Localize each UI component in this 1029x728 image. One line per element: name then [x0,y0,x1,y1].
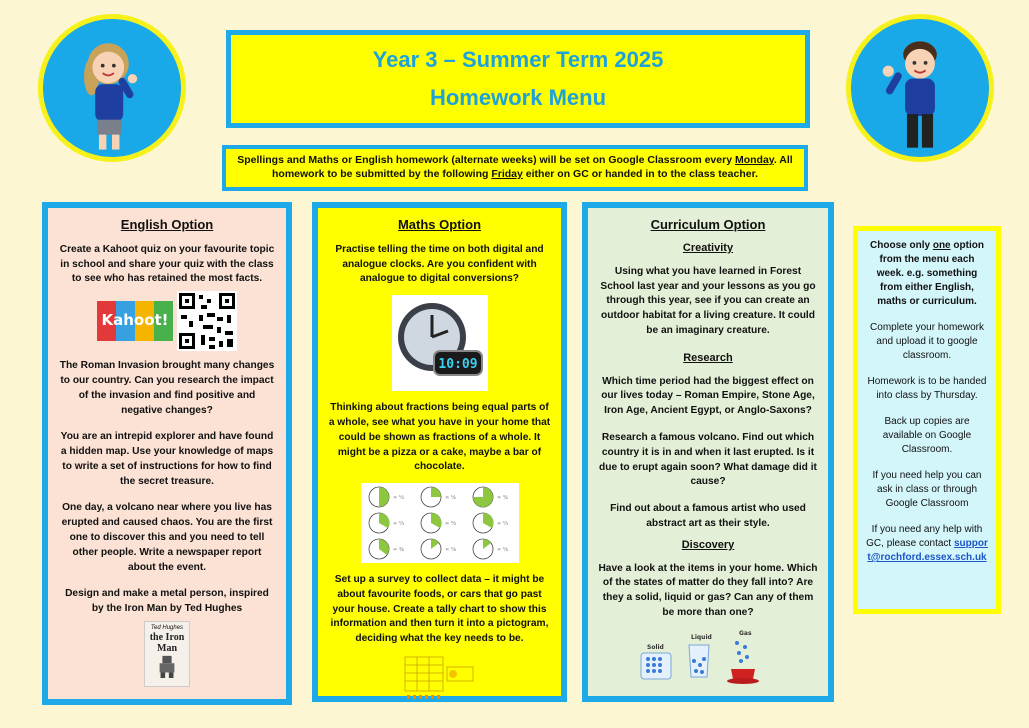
notice-text-2: . All homework to be submitted by the following [272,154,793,180]
clock-image [392,295,488,391]
english-task-iron-man: Design and make a metal person, inspired by the Iron Man by Ted Hughes [65,588,269,615]
qr-code-icon [177,291,237,351]
svg-text:= ⅛: = ⅛ [444,547,456,554]
support-email-link[interactable]: support@rochford.essex.sch.uk [867,538,988,563]
girl-avatar [38,14,186,162]
english-option-panel [42,202,292,705]
maths-task-fractions: Thinking about fractions being equal parts of a whole, see what you have in your home that could be shown as fractions of a whole. It might be a pizza or a cake, maybe a bar of chocolate. [328,402,551,473]
maths-option-panel [312,202,567,702]
creativity-text: Using what you have learned in Forest School last year and your lessons as you go through this year, see if you can create an outdoor habitat for a living creature. It could be an imaginary creature. [600,265,816,336]
book-author: Ted Hughes [150,624,184,631]
notice-day-monday: Monday [734,154,774,167]
homework-notice [222,145,808,191]
handin-instruction: Homework is to be handed into class by Thursday. [867,376,987,401]
iron-man-figure-icon [148,654,186,678]
svg-text:= ⅓: = ⅓ [496,521,508,528]
svg-text:= ½: = ½ [392,495,404,502]
research-text-volcano: Research a famous volcano. Find out which country it is in and when it last erupted. Is it due to erupt again soon? What damage did it cause? [599,431,817,488]
book-title: the Iron Man [149,632,185,655]
solid-label: Solid [647,643,664,651]
tally-chart-image [403,655,477,701]
english-heading: English Option [120,217,214,232]
maths-task-survey: Set up a survey to collect data – it might be about favourite foods, or cars that go past your house. Create a tally chart to show this information and then turn it into a pictogram, deciding what the key needs to be. [330,574,549,645]
research-text-time-period: Which time period had the biggest effect on our lives today – Roman Empire, Stone Age, Iron Age, Ancient Egypt, or Anglo-Saxons? [601,375,815,417]
svg-text:= ⅓: = ⅓ [444,521,456,528]
discovery-heading: Discovery [681,538,735,551]
fraction-circles-icon [361,483,519,563]
tally-chart-icon [403,655,477,701]
notice-text-1: Spellings and Maths or English homework (alternate weeks) will be set on Google Classroom every [237,154,735,167]
choose-text-one: one [932,240,951,251]
fractions-image [361,483,519,563]
gas-label: Gas [739,629,752,637]
help-instruction: If you need help you can ask in class or through Google Classroom [872,470,982,509]
states-of-matter-image [633,627,783,687]
curriculum-heading: Curriculum Option [650,217,766,232]
choose-text-pre: Choose only [870,240,933,251]
svg-text:= ⅛: = ⅛ [496,547,508,554]
curriculum-option-panel [582,202,834,702]
research-heading: Research [683,351,733,364]
maths-task-time: Practise telling the time on both digital and analogue clocks. Are you confident with analogue to digital conversions? [335,243,544,285]
svg-text:= ¾: = ¾ [496,495,508,502]
digital-time: 10:09 [437,357,478,373]
discovery-text: Have a look at the items in your home. Which of the states of matter do they fall into? Are they a solid, liquid or gas? Can any of them be more than one? [598,562,818,618]
upload-instruction: Complete your homework and upload it to google classroom. [870,322,984,361]
english-task-kahoot: Create a Kahoot quiz on your favourite topic in school and share your quiz with the class to see who has retained the most facts. [59,243,275,285]
boy-cartoon-icon [851,19,989,157]
english-task-volcano: One day, a volcano near where you live has erupted and caused chaos. You are the first one to discover this and you need to tell other people. Write a newspaper report about the event. [61,502,273,573]
instructions-panel [853,226,1001,614]
page-title: Year 3 – Summer Term 2025 [372,47,664,72]
english-task-romans: The Roman Invasion brought many changes to our country. Can you research the impact of the invasion and find positive and negative changes? [59,360,275,416]
iron-man-book-cover [144,621,190,687]
choose-instruction [866,239,988,309]
liquid-label: Liquid [691,633,712,641]
svg-text:= ¼: = ¼ [444,495,456,502]
kahoot-logo: Kahoot! [97,301,173,341]
creativity-heading: Creativity [682,241,734,254]
research-text-artist: Find out about a famous artist who used abstract art as their style. [610,503,806,529]
gc-help-instruction [866,523,988,565]
title-banner [226,30,810,128]
english-task-map: You are an intrepid explorer and have found a hidden map. Use your knowledge of maps to write a set of instructions for how to find the secret treasure. [60,431,274,487]
page-subtitle: Homework Menu [429,85,607,110]
girl-cartoon-icon [43,19,181,157]
notice-day-friday: Friday [491,168,523,180]
svg-text:= ⅜: = ⅜ [392,547,404,554]
choose-text-post: option from the menu each week. e.g. something from either English, maths or curriculum. [876,240,984,307]
kahoot-images [58,291,276,351]
gc-help-text: If you need any help with GC, please contact [866,524,983,549]
clock-icon [392,295,488,391]
backup-instruction: Back up copies are available on Google Classroom. [882,416,972,455]
maths-heading: Maths Option [397,217,482,232]
boy-avatar [846,14,994,162]
states-of-matter-icon [633,627,783,687]
notice-text-3: either on GC or handed in to the class teacher. [522,168,758,180]
svg-text:= ⅓: = ⅓ [392,521,404,528]
